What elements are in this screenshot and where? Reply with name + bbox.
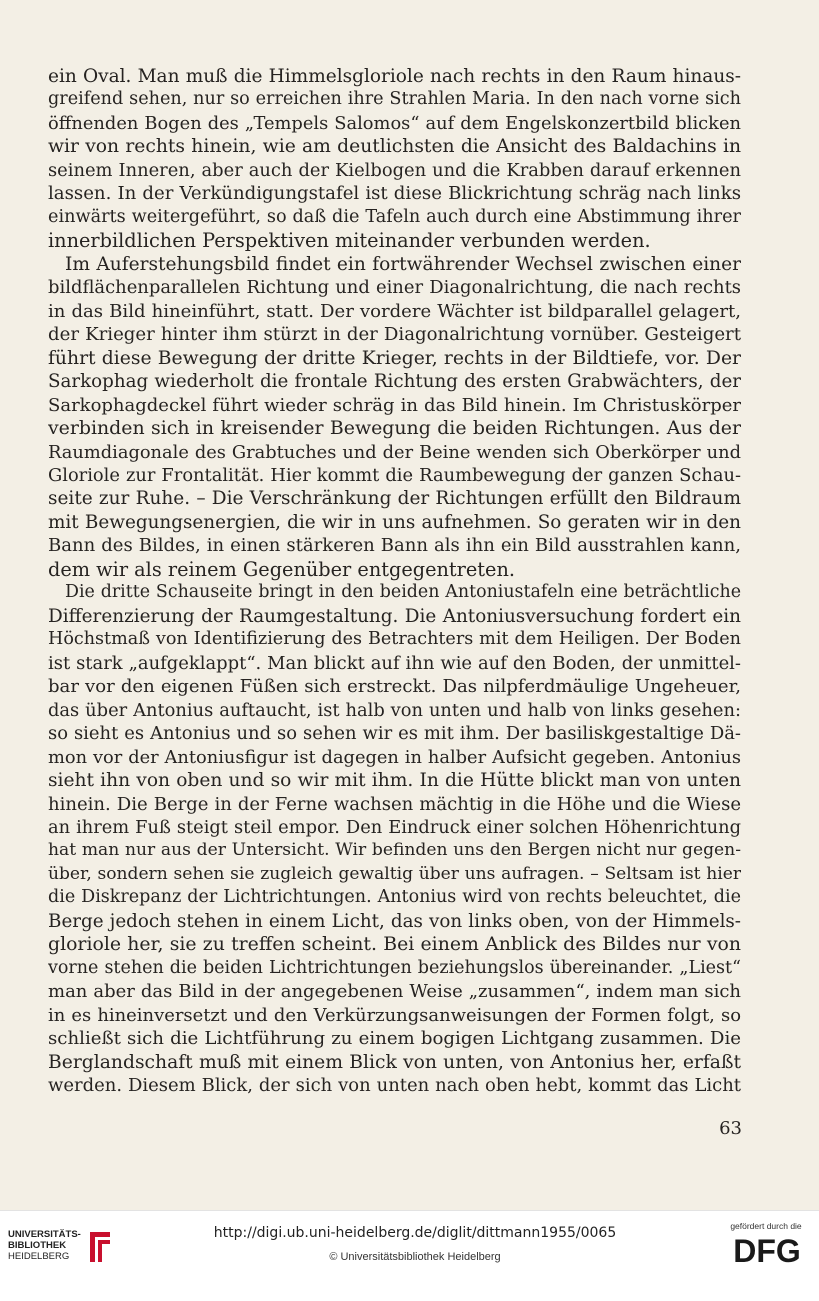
text-line: dem wir als reinem Gegenüber entgegentreten. — [48, 557, 515, 581]
text-line: an ihrem Fuß steigt steil empor. Den Eindruck einer solchen Höhenrichtung — [48, 817, 741, 838]
text-line: Im Auferstehungsbild findet ein fortwährender Wechsel zwischen einer — [65, 253, 741, 275]
text-line: Berglandschaft muß mit einem Blick von unten, von Antonius her, erfaßt — [48, 1051, 741, 1073]
text-line: Berge jedoch stehen in einem Licht, das von links oben, von der Himmels- — [48, 910, 741, 932]
text-line: das über Antonius auftaucht, ist halb von unten und halb von links gesehen: — [48, 699, 741, 721]
text-line: seinem Inneren, aber auch der Kielbogen und die Krabben darauf erkennen — [48, 159, 741, 181]
text-line: Bann des Bildes, in einen stärkeren Bann als ihn ein Bild ausstrahlen kann, — [48, 535, 741, 557]
text-line: greifend sehen, nur so erreichen ihre Strahlen Maria. In den nach vorne sich — [48, 89, 741, 110]
text-line: in das Bild hineinführt, statt. Der vordere Wächter ist bildparallel gelagert, — [48, 300, 741, 322]
text-line: bildflächenparallelen Richtung und einer Diagonalrichtung, die nach rechts — [48, 277, 741, 299]
text-line: Höchstmaß von Identifizierung des Betrachters mit dem Heiligen. Der Boden — [48, 629, 741, 650]
dfg-logo-text: DFG — [733, 1233, 801, 1267]
text-line: die Diskrepanz der Lichtrichtungen. Antonius wird von rechts beleuchtet, die — [48, 887, 741, 908]
text-line: ein Oval. Man muß die Himmelsgloriole nach rechts in den Raum hinaus- — [48, 66, 741, 87]
text-line: werden. Diesem Blick, der sich von unten nach oben hebt, kommt das Licht — [48, 1075, 741, 1097]
text-line: öffnenden Bogen des „Tempels Salomos“ auf dem Engelskonzertbild blicken — [48, 112, 741, 134]
page-number: 63 — [719, 1118, 742, 1139]
text-line: ist stark „aufgeklappt“. Man blickt auf ihn wie auf den Boden, der unmittel- — [48, 652, 741, 674]
text-line: Sarkophag wiederholt die frontale Richtung des ersten Grabwächters, der — [48, 371, 741, 393]
text-line: Differenzierung der Raumgestaltung. Die Antoniusversuchung fordert ein — [48, 605, 741, 627]
text-line: führt diese Bewegung der dritte Krieger, rechts in der Bildtiefe, vor. Der — [48, 347, 741, 369]
text-line: in es hineinversetzt und den Verkürzungsanweisungen der Formen folgt, so — [48, 1004, 741, 1026]
text-line: Gloriole zur Frontalität. Hier kommt die Raumbewegung der ganzen Schau- — [48, 464, 741, 486]
library-name-line: HEIDELBERG — [8, 1251, 70, 1262]
text-line: so sieht es Antonius und so sehen wir es mit ihm. Der basiliskgestaltige Dä- — [48, 723, 741, 745]
permalink-url[interactable]: http://digi.ub.uni-heidelberg.de/diglit/dittmann1955/0065 — [213, 1225, 617, 1241]
library-mark-icon — [84, 1229, 114, 1265]
text-line: über, sondern sehen sie zugleich gewaltig über uns aufragen. – Seltsam ist hier — [48, 863, 741, 884]
text-line: innerbildlichen Perspektiven miteinander verbunden werden. — [48, 229, 651, 253]
text-line: mit Bewegungsenergien, die wir in uns aufnehmen. So geraten wir in den — [48, 511, 741, 533]
text-line: schließt sich die Lichtführung zu einem bogigen Lichtgang zusammen. Die — [48, 1028, 741, 1050]
text-line: einwärts weitergeführt, so daß die Tafeln auch durch eine Abstimmung ihrer — [48, 206, 741, 227]
text-line: Die dritte Schauseite bringt in den beiden Antoniustafeln eine beträchtliche — [65, 582, 741, 603]
text-line: hat man nur aus der Untersicht. Wir befinden uns den Bergen nicht nur gegen- — [48, 840, 741, 861]
library-name-line: BIBLIOTHEK — [8, 1240, 67, 1251]
footer-bar — [0, 1210, 819, 1301]
dfg-logo[interactable] — [724, 1233, 810, 1267]
text-line: vorne stehen die beiden Lichtrichtungen beziehungslos übereinander. „Liest“ — [48, 957, 741, 978]
text-line: bar vor den eigenen Füßen sich erstreckt. Das nilpferdmäulige Ungeheuer, — [48, 676, 741, 698]
funding-label: gefördert durch die — [730, 1221, 802, 1231]
text-line: mon vor der Antoniusfigur ist dagegen in halber Aufsicht gegeben. Antonius — [48, 746, 741, 768]
body-text — [48, 65, 741, 1098]
library-name-line: UNIVERSITÄTS- — [8, 1229, 81, 1240]
library-logo[interactable] — [8, 1229, 118, 1287]
text-line: hinein. Die Berge in der Ferne wachsen mächtig in die Höhe und die Wiese — [48, 793, 741, 815]
text-line: man aber das Bild in der angegebenen Weise „zusammen“, indem man sich — [48, 981, 741, 1003]
text-line: verbinden sich in kreisender Bewegung die beiden Richtungen. Aus der — [48, 417, 741, 440]
text-line: seite zur Ruhe. – Die Verschränkung der Richtungen erfüllt den Bildraum — [48, 488, 741, 510]
text-line: Sarkophagdeckel führt wieder schräg in das Bild hinein. Im Christuskörper — [48, 394, 741, 416]
text-line: der Krieger hinter ihm stürzt in der Diagonalrichtung vornüber. Gesteigert — [48, 324, 741, 346]
text-line: Raumdiagonale des Grabtuches und der Beine wenden sich Oberkörper und — [48, 441, 741, 463]
library-name — [8, 1229, 81, 1262]
text-line: wir von rechts hinein, wie am deutlichsten die Ansicht des Baldachins in — [48, 136, 741, 158]
copyright-notice: © Universitätsbibliothek Heidelberg — [329, 1251, 501, 1263]
text-line: gloriole her, sie zu treffen scheint. Bei einem Anblick des Bildes nur von — [48, 934, 741, 956]
text-line: lassen. In der Verkündigungstafel ist diese Blickrichtung schräg nach links — [48, 183, 741, 205]
text-line: sieht ihn von oben und so wir mit ihm. In die Hütte blickt man von unten — [48, 770, 741, 792]
